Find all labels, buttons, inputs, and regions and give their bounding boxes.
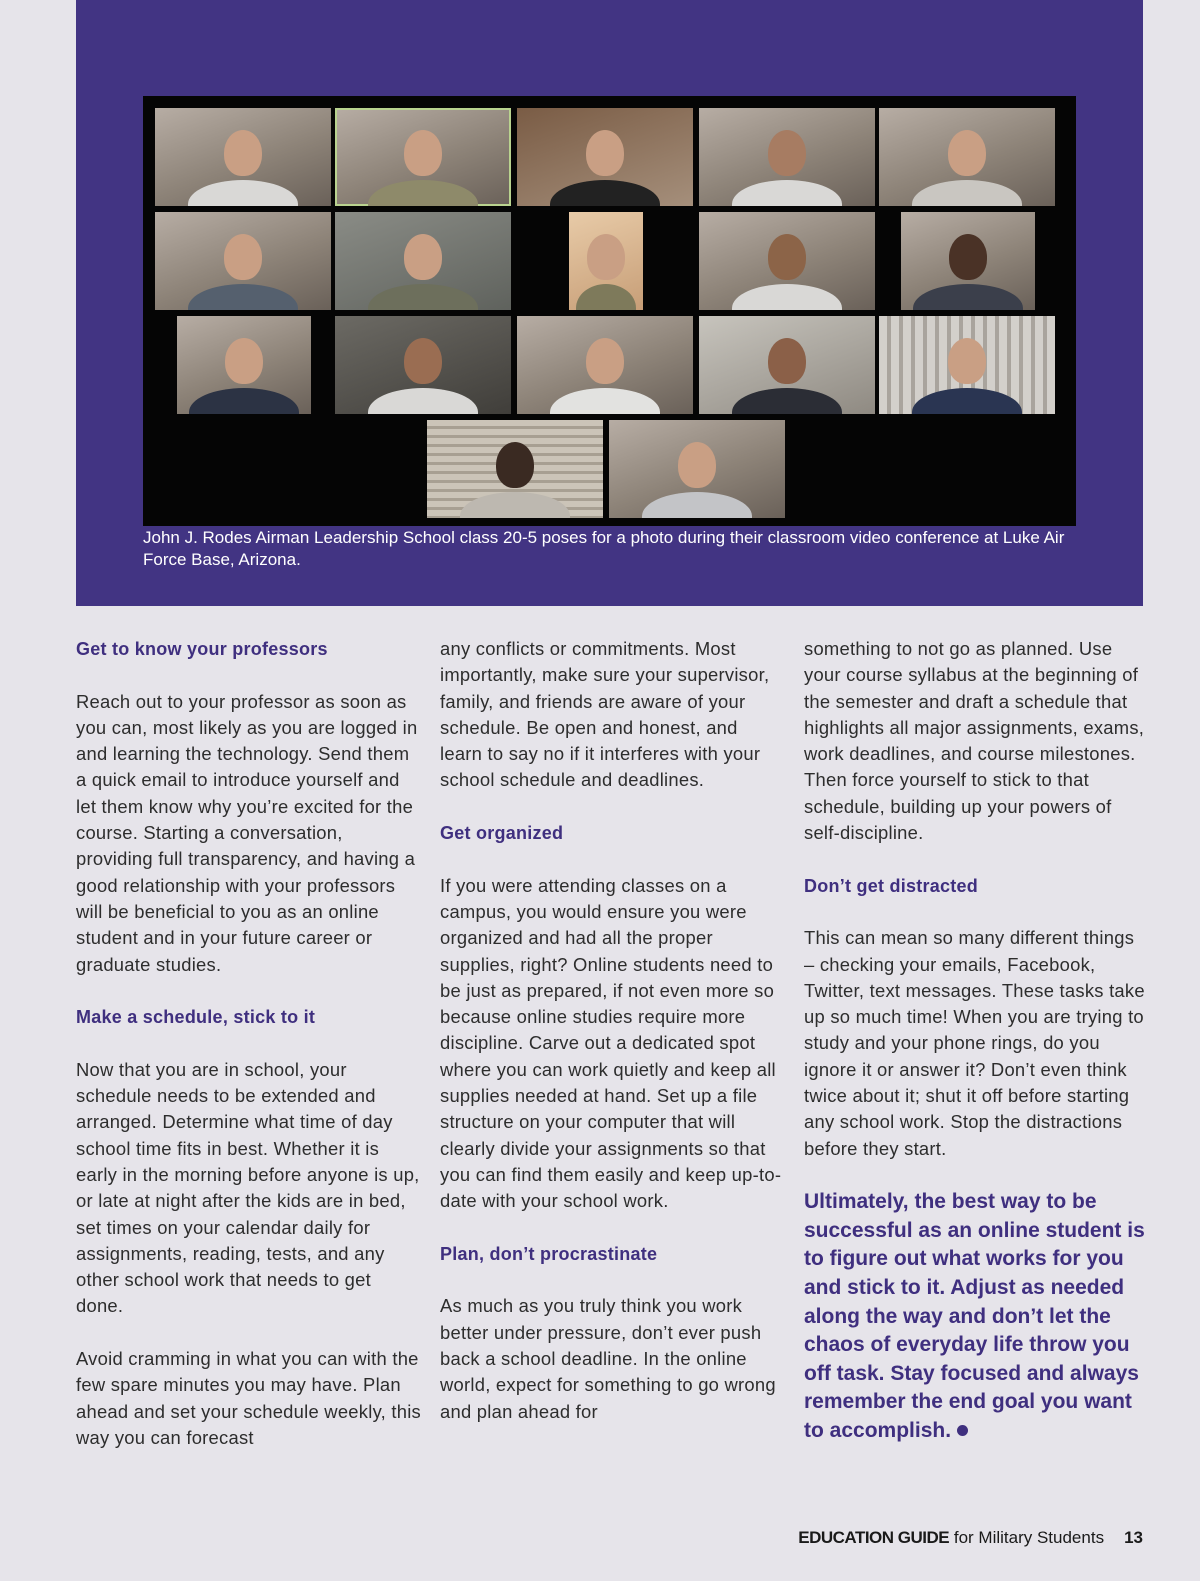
article-column-1 xyxy=(76,636,421,1478)
publication-brand: EDUCATION GUIDE xyxy=(798,1528,950,1547)
photo-caption: John J. Rodes Airman Leadership School class 20-5 poses for a photo during their classroom video conference at Luke Air Force Base, Arizona. xyxy=(143,528,1065,569)
participant-tile xyxy=(699,212,875,310)
publication-subtitle: for Military Students xyxy=(949,1528,1105,1547)
paragraph: something to not go as planned. Use your course syllabus at the beginning of the semester and draft a schedule that highlights all major assignments, exams, work deadlines, and course milestones. Then force yourself to stick to that schedule, building up your powers of self-discipline. xyxy=(804,638,1145,844)
participant-tile xyxy=(155,212,331,310)
participant-tile xyxy=(517,316,693,414)
paragraph: any conflicts or commitments. Most importantly, make sure your supervisor, family, and friends are aware of your schedule. Be open and honest, and learn to say no if it interferes with your school schedule and deadlines. xyxy=(440,638,770,791)
article-column-2 xyxy=(440,636,785,1451)
participant-tile xyxy=(879,316,1055,414)
participant-tile xyxy=(569,212,643,310)
paragraph: Avoid cramming in what you can with the few spare minutes you may have. Plan ahead and set your schedule weekly, this way you can forecast xyxy=(76,1348,421,1448)
paragraph: Reach out to your professor as soon as you can, most likely as you are logged in and learning the technology. Send them a quick email to introduce yourself and let them know why you’re excited for the course. Starting a conversation, providing full transparency, and having a good relationship with your professors will be beneficial to you as an online student and in your future career or graduate studies. xyxy=(76,690,418,975)
participant-tile xyxy=(155,108,331,206)
closing-text: Ultimately, the best way to be successful as an online student is to figure out what works for you and stick to it. Adjust as needed along the way and don’t let the chaos of everyday life throw you off task. Stay focused and always remember the end goal you want to accomplish. xyxy=(804,1190,1145,1442)
participant-tile xyxy=(699,108,875,206)
section-heading: Don’t get distracted xyxy=(804,875,979,896)
article-column-3 xyxy=(804,636,1149,1446)
participant-tile xyxy=(177,316,311,414)
participant-tile xyxy=(335,316,511,414)
end-mark-icon xyxy=(957,1425,968,1436)
closing-statement xyxy=(804,1188,1149,1445)
participant-tile xyxy=(901,212,1035,310)
hero-panel xyxy=(76,0,1143,606)
paragraph: This can mean so many different things – checking your emails, Facebook, Twitter, text messages. These tasks take up so much time! When you are trying to study and your phone rings, do you ignore it or answer it? Don’t even think twice about it; shut it off before starting any school work. Stop the distractions before they start. xyxy=(804,927,1145,1159)
participant-tile xyxy=(699,316,875,414)
page-number: 13 xyxy=(1124,1528,1143,1547)
participant-tile xyxy=(517,108,693,206)
participant-tile xyxy=(335,212,511,310)
paragraph: Now that you are in school, your schedule needs to be extended and arranged. Determine what time of day school time fits in best. Whether it is early in the morning before anyone is up, or late at night after the kids are in bed, set times on your calendar daily for assignments, reading, tests, and any other school work that needs to get done. xyxy=(76,1058,420,1317)
section-heading: Get organized xyxy=(440,823,564,844)
page-footer xyxy=(798,1528,1143,1548)
participant-tile xyxy=(609,420,785,518)
participant-tile xyxy=(879,108,1055,206)
section-heading: Get to know your professors xyxy=(76,639,328,659)
section-heading: Plan, don’t procrastinate xyxy=(440,1243,658,1264)
video-conference-photo xyxy=(143,96,1076,526)
paragraph: If you were attending classes on a campus, you would ensure you were organized and had all the proper supplies, right? Online students need to be just as prepared, if not even more so because online studies require more discipline. Carve out a dedicated spot where you can work quietly and keep all supplies needed at hand. Set up a file structure on your computer that will clearly divide your assignments so that you can find them easily and keep up-to-date with your school work. xyxy=(440,874,782,1212)
participant-tile-active-speaker xyxy=(335,108,511,206)
section-heading: Make a schedule, stick to it xyxy=(76,1007,316,1028)
participant-tile xyxy=(427,420,603,518)
paragraph: As much as you truly think you work better under pressure, don’t ever push back a school deadline. In the online world, expect for something to go wrong and plan ahead for xyxy=(440,1295,776,1422)
